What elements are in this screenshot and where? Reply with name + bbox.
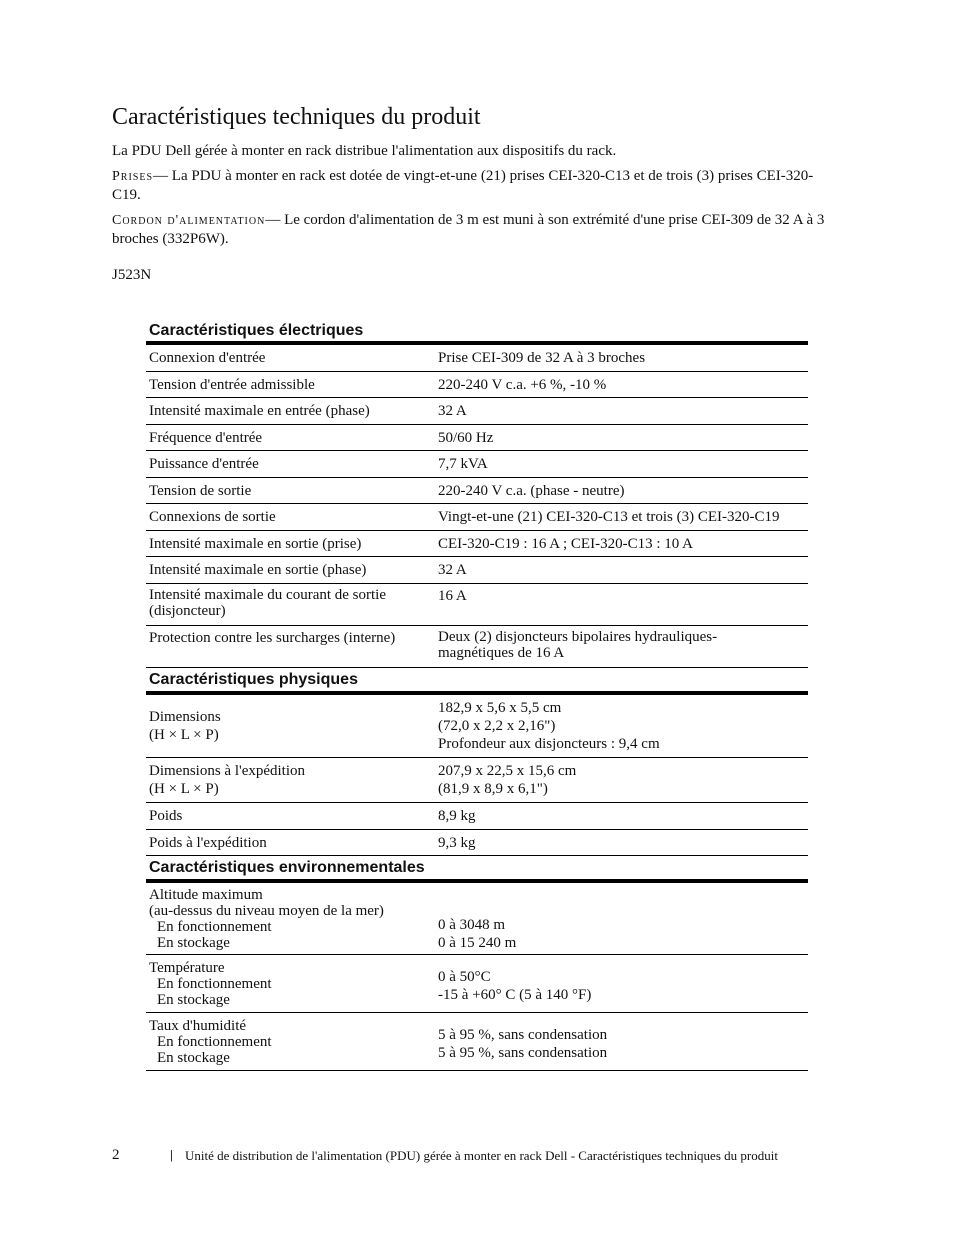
spec-row: [146, 830, 808, 856]
spec-value: 0 à 50°C -15 à +60° C (5 à 140 °F): [438, 969, 592, 1003]
spec-row: [146, 758, 808, 803]
spec-value: 9,3 kg: [438, 834, 476, 851]
spec-row: [146, 626, 808, 668]
spec-label: Poids à l'expédition: [149, 834, 267, 851]
spec-label: Intensité maximale en sortie (phase): [149, 562, 367, 578]
spec-label: Intensité maximale du courant de sortie (disjoncteur): [149, 587, 387, 619]
spec-label: Fréquence d'entrée: [149, 429, 263, 446]
spec-row: [146, 557, 808, 584]
physical-section-title: Caractéristiques physiques: [146, 668, 808, 695]
spec-value: 220-240 V c.a. (phase - neutre): [438, 482, 625, 499]
spec-value: 16 A: [438, 588, 467, 604]
spec-row: [146, 478, 808, 504]
spec-row: [146, 584, 808, 626]
spec-value: Deux (2) disjoncteurs bipolaires hydrauliques- magnétiques de 16 A: [438, 629, 718, 661]
spec-row: [146, 504, 808, 531]
cordon-label: Cordon d'alimentation: [112, 213, 266, 228]
footer-text: Unité de distribution de l'alimentation (PDU) gérée à monter en rack Dell - Caractéristiques techniques du produit: [185, 1148, 778, 1163]
spec-label: Protection contre les surcharges (interne): [149, 630, 396, 646]
spec-value: 5 à 95 %, sans condensation 5 à 95 %, sans condensation: [438, 1027, 608, 1061]
spec-row: [146, 398, 808, 425]
spec-row: [146, 451, 808, 478]
spec-label: Tension de sortie: [149, 482, 252, 499]
spec-row: [146, 955, 808, 1013]
spec-value: CEI-320-C19 : 16 A ; CEI-320-C13 : 10 A: [438, 535, 693, 552]
cordon-text: — Le cordon d'alimentation de 3 m est muni à son extrémité d'une prise CEI-309 de 32 A à 3 broches (332P6W).: [112, 212, 825, 247]
spec-value: 7,7 kVA: [438, 456, 488, 472]
prises-label: Prises: [112, 169, 154, 184]
spec-value: 8,9 kg: [438, 808, 476, 824]
spec-label: Connexions de sortie: [149, 509, 276, 525]
spec-label: Tension d'entrée admissible: [149, 376, 315, 393]
footer-separator: |: [170, 1147, 173, 1162]
spec-row: [146, 345, 808, 372]
spec-label: Altitude maximum (au-dessus du niveau moyen de la mer) En fonctionnement En stockage: [149, 886, 384, 951]
spec-row: [146, 531, 808, 557]
spec-label: Intensité maximale en sortie (prise): [149, 535, 362, 552]
intro-paragraph: La PDU Dell gérée à monter en rack distribue l'alimentation aux dispositifs du rack.: [112, 143, 617, 159]
spec-row: [146, 425, 808, 451]
spec-label: Poids: [149, 808, 183, 824]
page-title: Caractéristiques techniques du produit: [112, 104, 481, 130]
spec-row: [146, 803, 808, 830]
spec-label: Puissance d'entrée: [149, 456, 259, 472]
prises-text: — La PDU à monter en rack est dotée de vingt-et-une (21) prises CEI-320-C13 et de trois (3) prises CEI-320-C19.: [112, 168, 814, 203]
spec-value: 182,9 x 5,6 x 5,5 cm (72,0 x 2,2 x 2,16") Profondeur aux disjoncteurs : 9,4 cm: [438, 700, 660, 752]
spec-label: Taux d'humidité En fonctionnement En stockage: [149, 1017, 272, 1066]
spec-value: 32 A: [438, 562, 467, 578]
spec-label: Dimensions (H × L × P): [149, 709, 221, 743]
spec-row: [146, 372, 808, 398]
electrical-section-title: Caractéristiques électriques: [146, 319, 808, 345]
page-number: 2: [112, 1147, 120, 1163]
model-number: J523N: [112, 267, 152, 283]
spec-row: [146, 695, 808, 758]
spec-label: Température En fonctionnement En stockage: [149, 959, 272, 1008]
spec-label: Connexion d'entrée: [149, 350, 266, 366]
prises-paragraph: [112, 167, 832, 205]
environmental-section-title: Caractéristiques environnementales: [146, 856, 808, 883]
spec-value: Prise CEI-309 de 32 A à 3 broches: [438, 350, 646, 366]
spec-row: [146, 883, 808, 955]
spec-value: 32 A: [438, 403, 467, 419]
spec-label: Intensité maximale en entrée (phase): [149, 403, 370, 419]
spec-value: 50/60 Hz: [438, 429, 494, 446]
spec-value: 207,9 x 22,5 x 15,6 cm (81,9 x 8,9 x 6,1"): [438, 763, 577, 797]
spec-value: 0 à 3048 m 0 à 15 240 m: [438, 916, 517, 951]
spec-row: [146, 1013, 808, 1071]
spec-label: Dimensions à l'expédition (H × L × P): [149, 763, 306, 797]
cordon-paragraph: [112, 211, 832, 249]
spec-value: Vingt-et-une (21) CEI-320-C13 et trois (3) CEI-320-C19: [438, 509, 780, 525]
spec-value: 220-240 V c.a. +6 %, -10 %: [438, 376, 607, 393]
specifications-table: [146, 319, 808, 1071]
